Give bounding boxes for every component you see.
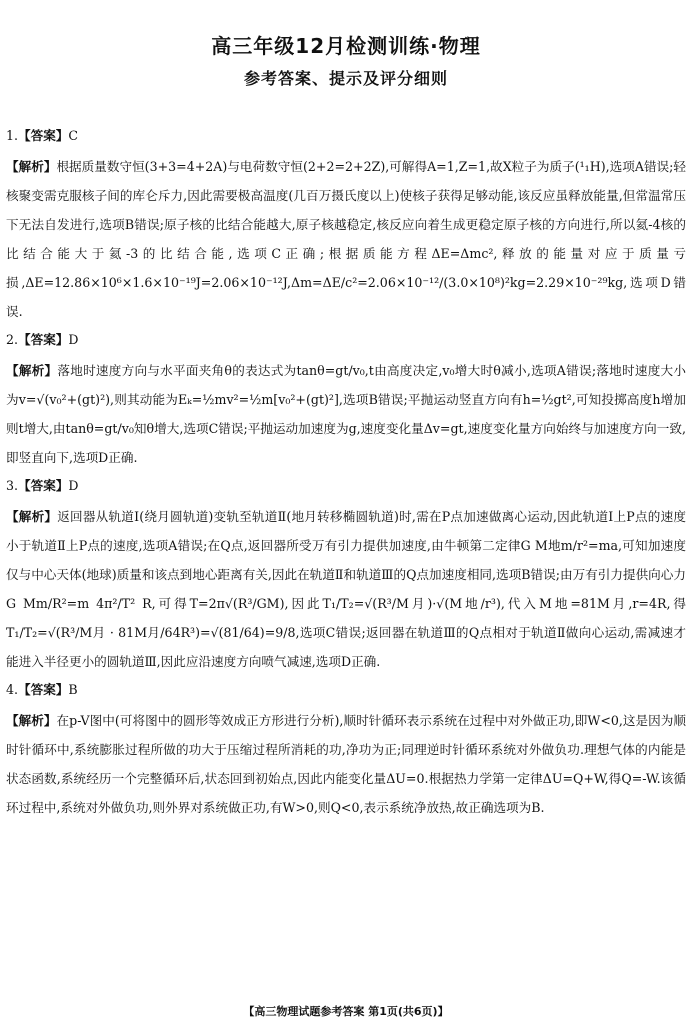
question-4 — [6, 682, 686, 822]
answer-tag: 【答案】 — [18, 682, 69, 697]
explanation — [6, 706, 686, 822]
question-number: 4. — [6, 682, 19, 697]
explanation-tag: 【解析】 — [6, 713, 57, 728]
question-3 — [6, 478, 686, 676]
answer-choice: D — [68, 478, 79, 493]
page-footer: 【高三物理试题参考答案 第1页(共6页)】 — [243, 1005, 449, 1018]
explanation-tag: 【解析】 — [6, 509, 58, 524]
answer-tag: 【答案】 — [18, 128, 69, 143]
explanation-text: 在p-V图中(可将图中的圆形等效成正方形进行分析),顺时针循环表示系统在过程中对外做正功,即W<0,这是因为顺时针循环中,系统膨胀过程所做的功大于压缩过程所消耗的功,净功为正;同理逆时针循环系统对外做负功.理想气体的内能是状态函数,系统经历一个完整循环后,状态回到初始点,因此内能变化量ΔU=0.根据热力学第一定律ΔU=Q+W,得Q=-W.该循环过程中,系统对外做负功,则外界对系统做正功,有W>0,则Q<0,表示系统净放热,故正确选项为B. — [6, 713, 687, 815]
answer-line — [6, 478, 686, 494]
answer-tag: 【答案】 — [18, 478, 69, 493]
answer-choice: C — [68, 128, 79, 143]
explanation-text: 根据质量数守恒(3+3=4+2A)与电荷数守恒(2+2=2+2Z),可解得A=1,Z=1,故X粒子为质子(¹₁H),选项A错误;轻核聚变需克服核子间的库仑斥力,因此需要极高温度(几百万摄氏度以上)使核子获得足够动能,该反应虽释放能量,但常温常压下无法自发进行,选项B错误;原子核的比结合能越大,原子核越稳定,核反应向着生成更稳定原子核的方向进行,所以氦-4核的比结合能大于氦-3的比结合能,选项C正确;根据质能方程ΔE=Δmc²,释放的能量对应于质量亏损,ΔE=12.86×10⁶×1.6×10⁻¹⁹J=2.06×10⁻¹²J,Δm=ΔE/c²=2.06×10⁻¹²/(3.0×10⁸)²kg=2.29×10⁻²⁹kg,选项D错误. — [6, 159, 687, 319]
answer-choice: B — [68, 682, 78, 697]
answer-line — [6, 128, 686, 144]
answer-content — [6, 128, 686, 828]
explanation-text: 落地时速度方向与水平面夹角θ的表达式为tanθ=gt/v₀,t由高度决定,v₀增大时θ减小,选项A错误;落地时速度大小为v=√(v₀²+(gt)²),则其动能为Eₖ=½mv²=½m[v₀²+(gt)²],选项B错误;平抛运动竖直方向有h=½gt²,可知投掷高度h增加则t增大,由tanθ=gt/v₀知θ增大,选项C错误;平抛运动加速度为g,速度变化量Δv=gt,速度变化量方向始终与加速度方向一致,即竖直向下,选项D正确. — [6, 363, 686, 465]
explanation-text: 返回器从轨道Ⅰ(绕月圆轨道)变轨至轨道Ⅱ(地月转移椭圆轨道)时,需在P点加速做离心运动,因此轨道Ⅰ上P点的速度小于轨道Ⅱ上P点的速度,选项A错误;在Q点,返回器所受万有引力提供加速度,由牛顿第二定律G M地m/r²=ma,可知加速度仅与中心天体(地球)质量和该点到地心距离有关,因此在轨道Ⅱ和轨道Ⅲ的Q点加速度相同,选项B错误;由万有引力提供向心力G Mm/R²=m 4π²/T² R,可得T=2π√(R³/GM),因此T₁/T₂=√(R³/M月)·√(M地/r³),代入M地=81M月,r=4R,得T₁/T₂=√(R³/M月 · 81M月/64R³)=√(81/64)=9/8,选项C错误;返回器在轨道Ⅲ的Q点相对于轨道Ⅱ做向心运动,需减速才能进入半径更小的圆轨道Ⅲ,因此应沿速度方向喷气减速,选项D正确. — [6, 509, 686, 669]
question-number: 1. — [6, 128, 19, 143]
answer-line — [6, 682, 686, 698]
page-subtitle: 参考答案、提示及评分细则 — [243, 69, 448, 88]
explanation — [6, 502, 686, 676]
explanation-tag: 【解析】 — [6, 159, 57, 174]
answer-choice: D — [68, 332, 79, 347]
explanation-tag: 【解析】 — [6, 363, 58, 378]
question-1 — [6, 128, 686, 326]
explanation — [6, 152, 686, 326]
question-number: 3. — [6, 478, 19, 493]
answer-tag: 【答案】 — [18, 332, 69, 347]
explanation — [6, 356, 686, 472]
answer-line — [6, 332, 686, 348]
question-number: 2. — [6, 332, 19, 347]
page-title: 高三年级12月检测训练·物理 — [211, 34, 481, 58]
question-2 — [6, 332, 686, 472]
